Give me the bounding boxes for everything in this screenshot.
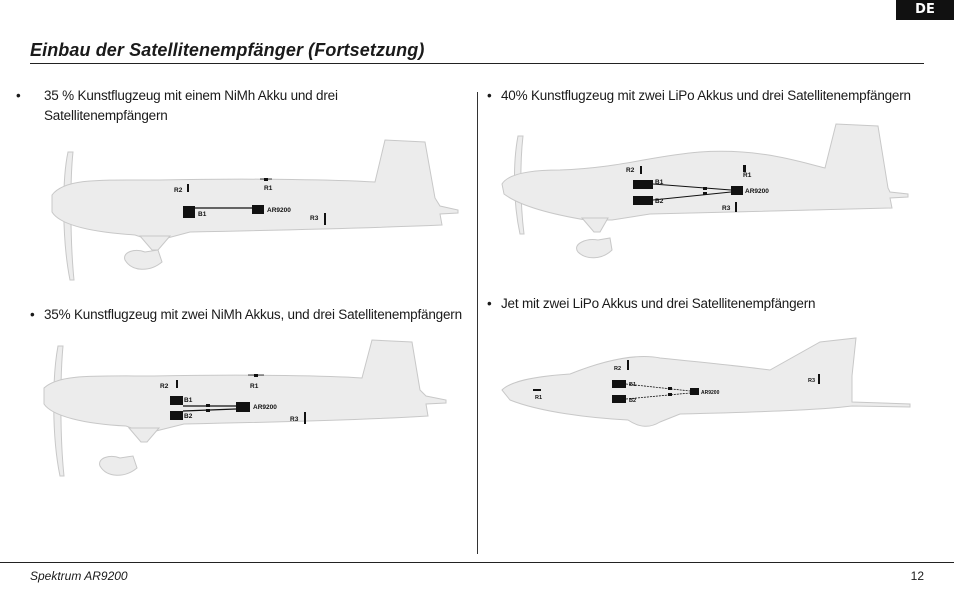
label-b2: B2 (629, 398, 637, 404)
satellite-r3 (735, 202, 737, 212)
language-tab: DE (896, 0, 954, 20)
bullet-icon: • (487, 296, 492, 311)
section-4-caption-text: Jet mit zwei LiPo Akkus und drei Satellitenempfängern (501, 296, 816, 311)
label-receiver: AR9200 (701, 390, 720, 396)
label-r2: R2 (614, 366, 622, 372)
header-rule (30, 63, 924, 64)
section-2-caption (30, 305, 475, 325)
section-4-caption (487, 294, 927, 314)
satellite-r2 (640, 166, 642, 174)
satellite-r3 (324, 213, 326, 225)
receiver-ar9200 (690, 388, 699, 395)
footer-page-number: 12 (910, 569, 924, 583)
footer-product: Spektrum AR9200 (30, 569, 128, 583)
label-receiver: AR9200 (745, 188, 769, 195)
satellite-r2 (187, 184, 189, 192)
satellite-r1 (254, 374, 258, 377)
label-r2: R2 (174, 187, 183, 194)
battery-b1 (633, 180, 653, 189)
label-r1: R1 (535, 395, 543, 401)
satellite-r1 (264, 178, 268, 181)
switch-2 (703, 192, 707, 195)
satellite-r1 (743, 165, 746, 172)
diagram-jet-lipo (500, 336, 920, 446)
switch-2 (668, 393, 672, 396)
satellite-r2 (627, 360, 629, 370)
label-receiver: AR9200 (253, 404, 277, 411)
battery-b2 (633, 196, 653, 205)
receiver-ar9200 (731, 186, 743, 195)
satellite-r1 (533, 389, 541, 391)
label-r1: R1 (743, 172, 752, 179)
page-title: Einbau der Satellitenempfänger (Fortsetzung) (30, 40, 425, 60)
label-r3: R3 (290, 416, 299, 423)
footer-rule (0, 562, 954, 563)
label-r1: R1 (264, 185, 273, 192)
section-3-caption (487, 86, 927, 106)
battery-b2 (612, 395, 626, 403)
switch-2 (206, 409, 210, 412)
satellite-r3 (818, 374, 820, 384)
airframe-silhouette (502, 338, 910, 426)
receiver-ar9200 (252, 205, 264, 214)
section-1-caption (16, 86, 384, 126)
label-r1: R1 (250, 383, 259, 390)
label-receiver: AR9200 (267, 207, 291, 214)
switch-1 (668, 387, 672, 390)
section-1-caption-text: 35 % Kunstflugzeug mit einem NiMh Akku und drei Satellitenempfängern (44, 88, 338, 123)
label-r2: R2 (160, 383, 169, 390)
battery-b1 (170, 396, 183, 405)
diagram-aerobatic-dual-battery (34, 338, 454, 488)
label-b2: B2 (184, 413, 193, 420)
battery-b1 (183, 206, 195, 218)
label-b1: B1 (198, 211, 207, 218)
label-b1: B1 (184, 397, 193, 404)
section-2-caption-text: 35% Kunstflugzeug mit zwei NiMh Akkus, und drei Satellitenempfängern (44, 307, 462, 322)
label-r3: R3 (310, 215, 319, 222)
satellite-r3 (304, 412, 306, 424)
airframe-silhouette (502, 124, 908, 258)
label-r3: R3 (808, 378, 816, 384)
diagram-aerobatic-single-battery (40, 140, 460, 290)
bullet-icon: • (487, 88, 492, 103)
switch-1 (206, 404, 210, 407)
satellite-r2 (176, 380, 178, 388)
label-b1: B1 (629, 382, 637, 388)
bullet-icon: • (30, 307, 35, 322)
receiver-ar9200 (236, 402, 250, 412)
section-3-caption-text: 40% Kunstflugzeug mit zwei LiPo Akkus und drei Satellitenempfängern (501, 88, 911, 103)
switch-1 (703, 187, 707, 190)
battery-b1 (612, 380, 626, 388)
bullet-icon: • (16, 88, 21, 103)
battery-b2 (170, 411, 183, 420)
label-b2: B2 (655, 198, 664, 205)
label-r3: R3 (722, 205, 731, 212)
label-r2: R2 (626, 167, 635, 174)
diagram-aerobatic-lipo (500, 122, 920, 272)
column-divider (477, 92, 478, 554)
label-b1: B1 (655, 179, 664, 186)
